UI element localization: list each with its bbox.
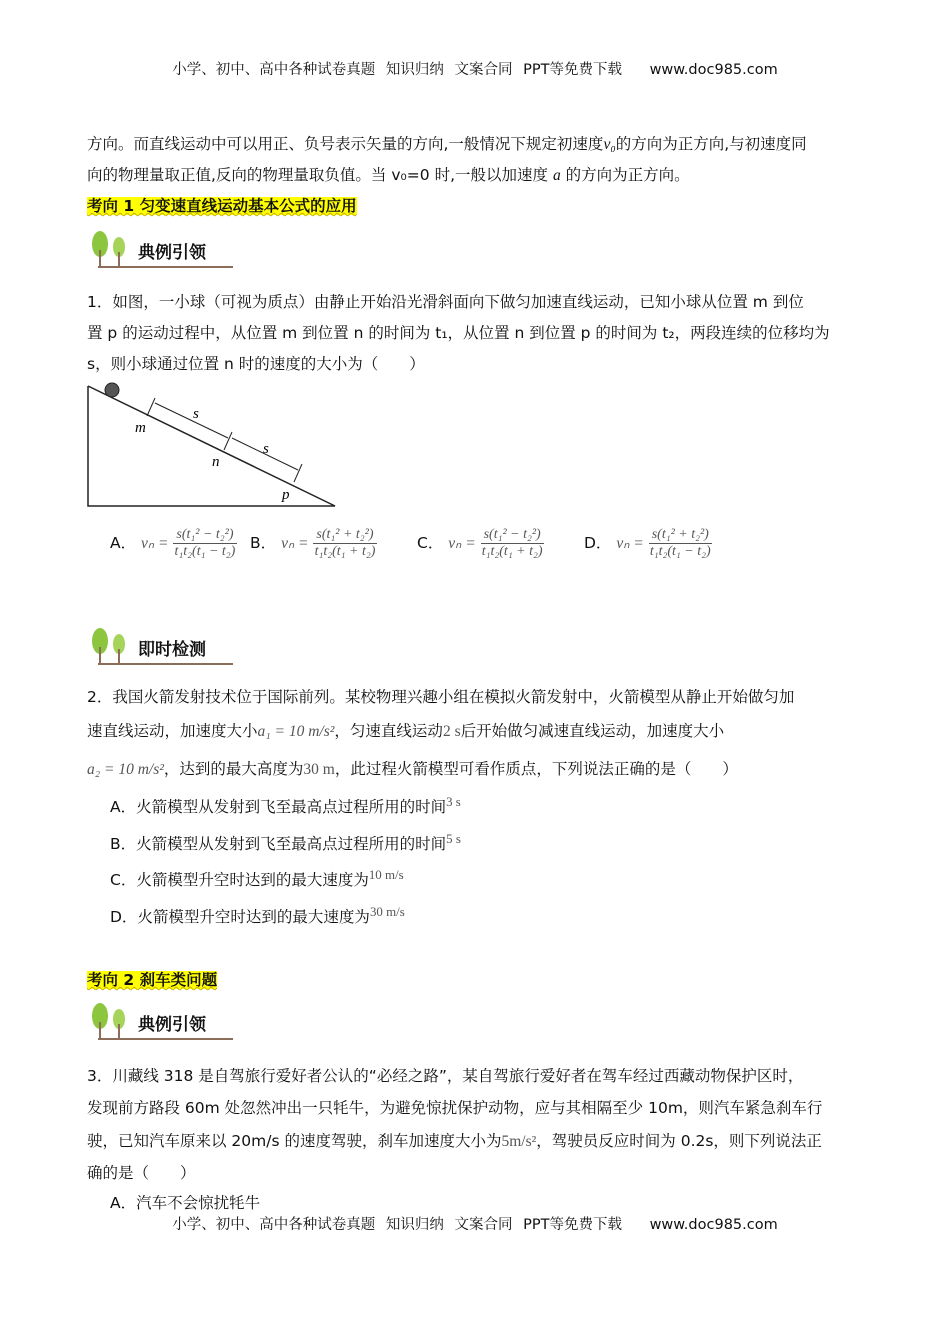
- text: ，匀速直线运动: [334, 722, 443, 740]
- option-label: C．: [417, 534, 444, 552]
- text: B．火箭模型从发射到飞至最高点过程所用的时间: [110, 835, 447, 854]
- q3-text: [87, 1129, 867, 1151]
- tree-icon: [88, 230, 133, 270]
- section-heading: 考向 2 刹车类问题: [87, 971, 218, 989]
- label-n: n: [212, 454, 220, 470]
- text: a: [552, 167, 561, 184]
- arrow-s1: [155, 403, 228, 438]
- label-s: s: [263, 441, 269, 457]
- math: 5 s: [446, 831, 461, 846]
- denominator: t₁t₂(t₁ − t₂): [649, 544, 711, 559]
- intro-line-1: [87, 132, 867, 154]
- q2-option-d[interactable]: [110, 904, 405, 927]
- q1-text: 置 p 的运动过程中，从位置 m 到位置 n 的时间为 t₁，从位置 n 到位置 p 的时间为 t₂，两段连续的位移均为: [87, 324, 830, 342]
- numerator: s(t₁² − t₂²): [481, 527, 544, 544]
- math: vₙ =: [141, 535, 169, 552]
- footer-text: 小学、初中、高中各种试卷真题: [172, 1217, 376, 1233]
- option-d[interactable]: [584, 527, 751, 560]
- badge-example: [88, 1002, 233, 1042]
- badge-label: 典例引领: [138, 243, 206, 263]
- option-c[interactable]: [417, 527, 584, 560]
- option-label: D．: [584, 534, 612, 552]
- math: a₂ = 10 m/s²: [87, 761, 164, 778]
- text: 的方向为正方向,与初速度同: [615, 135, 807, 153]
- q1-text: s，则小球通过位置 n 时的速度的大小为（ ）: [87, 355, 425, 373]
- q3-text: 发现前方路段 60m 处忽然冲出一只牦牛，为避免惊扰保护动物，应与其相隔至少 10m，则汽车紧急刹车行: [87, 1099, 823, 1117]
- label-m: m: [135, 420, 146, 436]
- math: vₙ =: [281, 535, 309, 552]
- ball: [105, 383, 119, 397]
- tree-icon: [88, 1002, 133, 1042]
- text: v₀: [603, 136, 616, 153]
- q1-options: [110, 527, 751, 560]
- header-text: PPT等免费下载: [523, 62, 622, 78]
- text: A．火箭模型从发射到飞至最高点过程所用的时间: [110, 798, 447, 817]
- option-a[interactable]: [110, 527, 250, 560]
- incline: [88, 386, 335, 506]
- math: 30 m: [303, 761, 335, 778]
- label-p: p: [282, 487, 290, 503]
- footer-text: 知识归纳: [385, 1217, 444, 1233]
- footer-text: PPT等免费下载: [523, 1217, 622, 1233]
- q3-text: 确的是（ ）: [87, 1164, 196, 1182]
- math: 10 m/s: [368, 867, 404, 882]
- denominator: t₁t₂(t₁ − t₂): [174, 544, 236, 559]
- badge-check: [88, 627, 233, 667]
- option-label: B．: [250, 534, 277, 552]
- text: ，此过程火箭模型可看作质点，下列说法正确的是（ ）: [334, 760, 738, 778]
- text: 方向。而直线运动中可以用正、负号表示矢量的方向,一般情况下规定初速度: [87, 135, 604, 153]
- option-label: A．: [110, 534, 137, 552]
- numerator: s(t₁² − t₂²): [173, 527, 236, 544]
- math: 30 m/s: [369, 904, 405, 919]
- q3-option-a[interactable]: A．汽车不会惊扰牦牛: [110, 1194, 261, 1212]
- math: 5m/s²: [501, 1133, 537, 1150]
- text: 的方向为正方向。: [565, 166, 690, 184]
- q2-text: [87, 757, 867, 779]
- text: 后开始做匀减速直线运动，加速度大小: [460, 722, 725, 740]
- q2-option-c[interactable]: [110, 867, 404, 890]
- text: v₀=0: [391, 166, 430, 184]
- text: 向的物理量取正值,反向的物理量取负值。当: [87, 166, 387, 184]
- header-link[interactable]: www.doc985.com: [649, 62, 778, 78]
- math: a₁ = 10 m/s²: [257, 723, 335, 740]
- header-text: 小学、初中、高中各种试卷真题: [172, 62, 376, 78]
- numerator: s(t₁² + t₂²): [649, 527, 712, 544]
- section-heading: 考向 1 匀变速直线运动基本公式的应用: [87, 197, 357, 215]
- text: 驶，已知汽车原来以 20m/s 的速度驾驶，刹车加速度大小为: [87, 1132, 502, 1150]
- q2-option-a[interactable]: [110, 794, 461, 817]
- footer-text: 文案合同: [454, 1217, 513, 1233]
- math: 3 s: [446, 794, 461, 809]
- text: ，驾驶员反应时间为 0.2s，则下列说法正: [536, 1132, 822, 1150]
- label-s: s: [193, 406, 199, 422]
- badge-label: 典例引领: [138, 1015, 206, 1035]
- math: vₙ =: [448, 535, 476, 552]
- badge-example: [88, 230, 233, 270]
- header-text: 文案合同: [454, 62, 513, 78]
- text: 时,一般以加速度: [434, 166, 548, 184]
- q2-option-b[interactable]: [110, 831, 461, 854]
- text: D．火箭模型升空时达到的最大速度为: [110, 908, 370, 927]
- denominator: t₁t₂(t₁ + t₂): [481, 544, 543, 559]
- page-header: [0, 58, 950, 79]
- option-b[interactable]: [250, 527, 417, 560]
- page-footer: [0, 1213, 950, 1234]
- badge-label: 即时检测: [138, 640, 206, 660]
- text: ，达到的最大高度为: [163, 760, 304, 778]
- intro-line-2: [87, 163, 867, 185]
- tick: [294, 464, 302, 482]
- q2-text: [87, 719, 867, 741]
- q2-text: 2．我国火箭发射技术位于国际前列。某校物理兴趣小组在模拟火箭发射中，火箭模型从静止开始做匀加: [87, 688, 795, 706]
- text: 速直线运动，加速度大小: [87, 722, 258, 740]
- header-text: 知识归纳: [385, 62, 444, 78]
- q1-text: 1．如图，一小球（可视为质点）由静止开始沿光滑斜面向下做匀加速直线运动，已知小球从位置 m 到位: [87, 293, 804, 311]
- numerator: s(t₁² + t₂²): [313, 527, 376, 544]
- tree-icon: [88, 627, 133, 667]
- math: 2 s: [442, 723, 461, 740]
- tick: [224, 432, 232, 450]
- math: vₙ =: [616, 535, 644, 552]
- incline-diagram: [85, 378, 345, 513]
- q3-text: 3．川藏线 318 是自驾旅行爱好者公认的“必经之路”，某自驾旅行爱好者在驾车经过西藏动物保护区时，: [87, 1067, 804, 1085]
- footer-link[interactable]: www.doc985.com: [649, 1217, 778, 1233]
- denominator: t₁t₂(t₁ + t₂): [314, 544, 376, 559]
- text: C．火箭模型升空时达到的最大速度为: [110, 871, 369, 890]
- tick: [147, 398, 155, 416]
